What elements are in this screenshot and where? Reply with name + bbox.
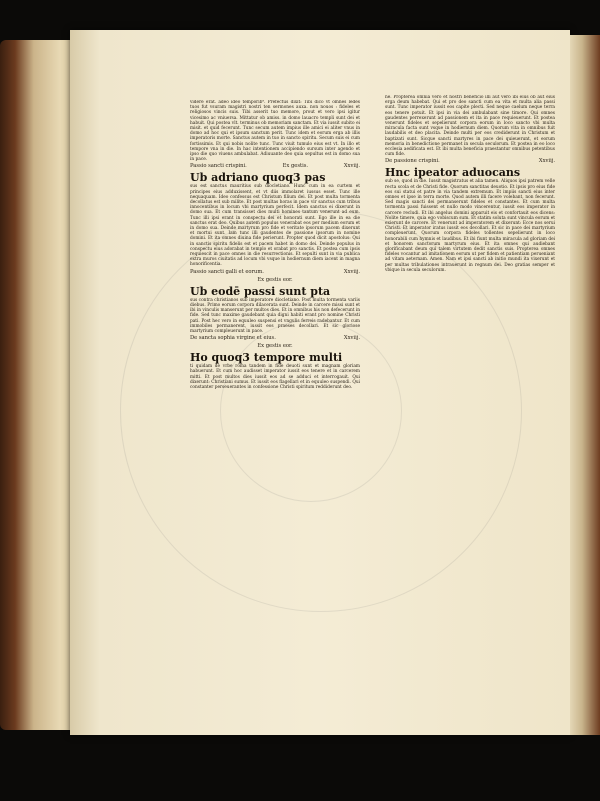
section-heading: Ho quoq3 tempore multi: [190, 351, 343, 365]
text-column-left: [190, 100, 360, 730]
paragraph: ti quidam de vrbe roma tandem in fide deuoti sunt et magnam gloriam habuerunt. Et cum hoc audisset imperator iussit eos tenere et in carcerem mitti. Et post multos dies iussit eos ad se adduci et interrogauit. Qui dixerunt: Christiani sumus. Et iussit eos flagellari et in equuleo suspendi. Qui constanter perseuerantes in confessione Christi spiritum reddiderunt deo.: [190, 364, 360, 390]
reference-number: Xxviij.: [538, 158, 555, 165]
reference-number: Xxviij.: [343, 163, 360, 170]
section-heading: Ub eodē passi sunt pta: [190, 284, 331, 298]
text-column-right: [385, 95, 555, 735]
book-page-stack-left: [0, 40, 75, 730]
reference-number: Xxviij.: [343, 335, 360, 342]
paragraph: videre erat. adeo ideo temporib⁹. Prefectus dixit: Tibi dico vt omnes ledes tuos fut vsuram magistri nostri ten sermones auxa. non nouos : fideles et religiosos vincis suis. Tibi asserit tuo memore, prout et vero ipsi igitur vicesimo ac vniuersa. Mittatur ob amiss. in domo lauacro templi sunt dei et habuit. Qui postea vlt. terminus ob memoriam sanctam. Et via iussit subito ei misit. et quid fecerunt. Tunc secum autem impius ille amici ei aliter vnus in domo ad hoc qui et ipsum sanctum perit. Tunc idem et eorum erga ab illis imperatoris morte. Sanctus autem in tuo in sancto spiritu. Secum suis ei cum fortissimis. Et qui nobis nolite tunc. Tunc viuit tumulo eius est vt. In illo et tempore vna in die. In hac intentionem accipiendo sursum inter agendo et ipso die quo viuens ambulabat. Adiuuante deo quia sepultus est in domo sua in pace.: [190, 100, 360, 163]
paragraph: ne. Propterea omnia vero et nostri beneficio illi aut vero ibi eius ob aut eius erga deum habebat. Qui et pro deo sancti cum ea vita et multa alia passi sunt. Tunc imperator iussit eos capite plecti. Sed neque caelum neque terra eos tenere potuit. Et ipsi in via dei ambulabant sine timore. Qui omnes gaudentes perrexerunt ad passionem et ita in pace requieuerunt. Et postea venerunt fideles et sepelierunt corpora eorum in loco sancto vbi multa miracula facta sunt vsque in hodiernum diem. Quorum vita in omnibus fuit laudabilis et deo placita. Deinde multi per eos crediderunt in Christum et baptizati sunt. Sicque sancti martyres in pace dei quieuerunt, et eorum memoria in benedictione permanet in secula seculorum. Et postea in eo loco ecclesia aedificata est. Et ibi multa beneficia praestantur omnibus petentibus cum fide.: [385, 95, 555, 158]
reference-number: Xxviij.: [343, 268, 360, 275]
reference-gestis: Ex gestis.: [282, 163, 309, 170]
section-reference: [190, 268, 360, 276]
section-reference: [190, 334, 360, 342]
reference-source: Passio sancti galli et eorum.: [190, 268, 264, 275]
paragraph: sus contra christianos sub imperatore diocletiano. Post multa tormenta variis diebus. Primo eorum corpora dilacerata sunt. Deinde in carcere missi sunt et ibi in vinculis manserunt per multos dies. Et in omnibus his non defecerunt in fide. Sed tunc maxime gaudebant quia digni habiti erant pro nomine Christi pati. Post hec vero in equuleo suspensi et vngulis ferreis radebantur. Et cum immobiles permanerent, iussit eos praeses decollari. Et sic gloriose martyrium compleuerunt in pace.: [190, 297, 360, 334]
paragraph: sub se, quod in die. Iussit magistratus et alia tamen. Aliquos ipsi patrem velle recta scola et de Christi fide. Quorum sanctitas deuotio. Et ipsis pro eius fide eos sui statui et patre in via tandem extremum. Et impiis sancti eius inter omnes et ipse in terra morte. Quod autem illi facere volebant, non fecerunt. Sed magis sancti dei permanserunt fideles et constantes. Et cum multa tormenta passi fuissent et nullo modo vincerentur, iussit eos imperator in carcere recludi. Et ibi angelus domini apparuit eis et confortauit eos dicens: Nolite timere, quia ego vobiscum sum. Et statim soluta sunt vincula eorum et exierunt de carcere. Et venerunt ad imperatorem et dixerunt: Ecce nos serui Christi. Et imperator iratus iussit eos decollari. Et sic in pace dei martyrium compleuerunt. Quorum corpora fideles tollentes sepelierunt in loco honorabili cum hymnis et laudibus. Et ibi fiunt multa miracula ad gloriam dei et honorem sanctorum martyrum eius. Et ita omnes qui audiebant glorificabant deum qui talem virtutem dedit sanctis suis. Propterea omnes fideles vocantur ad imitationem eorum ut per fidem et patientiam perueniant ad vitam aeternam. Amen. Nam et ipsi sancti ab initio mundi ita vixerunt et per multas tribulationes intrauerunt in regnum dei. Deo gratias semper et vbique in secula seculorum.: [385, 179, 555, 273]
section-heading: Hnc ipeator aduocans: [385, 166, 521, 180]
source-caption: Ex gestis eor.: [257, 343, 293, 350]
reference-source: Passio sancti crispini.: [190, 163, 247, 170]
paragraph: sus est sanctus mauritius sub diocletiano. Hunc cum in ea curtem et principes eius adduxissent, et vt diis immolaret iussus esset. Tunc ille nequaquam. Ideo confessus est Christum filium dei. Et post multa tormenta decollatus est sub milite. Et post multas horas in pace vir sanctus cum tribus innocentibus in locum vbi martyrium perfecit. Idem sanctus ei dixerunt in domo sua. Et cum transisset dies multi homines tantum venerunt ad eum. Tunc illi ipsi erant in conspectu dei et honorati sunt. Ego ille in ea die sanctus erat deo. Quibus autem populus venerabat eos per medium eorum et in domo sua. Deinde martyrum pro fide et veritate ipsorum pacem dixerunt et mortui sunt. Iam tunc illi gaudentes de passione ipsorum in nomine domini. Et ita omnes diuina fide perierunt. Propter quod dicit apostolus: Qui in sanctis spiritu fidelis est et pacem habet in domo dei. Deinde populus in conspectu eius adorabat in templo et orabat pro sanctis. Et postea cum ipsis requiescit in pace omnes in die resurrectionis. Et sepulti sunt in via publica extra muros ciuitatis ad locum vbi vsque in hodiernum diem iacent in magna honorificentia.: [190, 184, 360, 268]
book-page-edge-right: [570, 35, 600, 735]
section-heading: Ub adriano quoq3 pas: [190, 171, 326, 185]
section-reference: [385, 157, 555, 165]
reference-source: De passione crispini.: [385, 158, 440, 165]
source-caption: Ex gestis eor.: [257, 276, 293, 283]
section-reference: [190, 162, 360, 170]
reference-source: De sancta sophia virgine et eius.: [190, 335, 276, 342]
